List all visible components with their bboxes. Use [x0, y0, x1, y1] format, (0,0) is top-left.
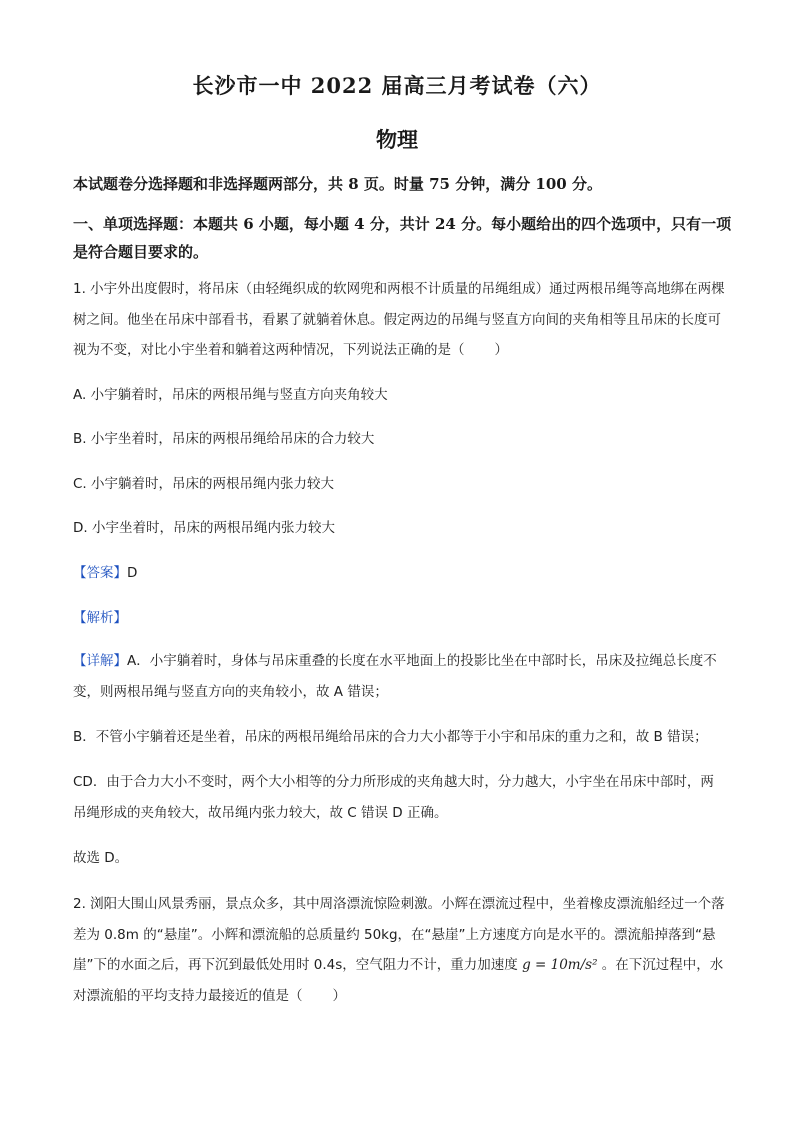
- section-heading: 一、单项选择题：本题共 6 小题，每小题 4 分，共计 24 分。每小题给出的四个选项中，只有一项是符合题目要求的。: [73, 215, 732, 261]
- detail-a-text: A．小宇躺着时，身体与吊床重叠的长度在水平地面上的投影比坐在中部时长，吊床及拉绳总长度不变，则两根吊绳与竖直方向的夹角较小，故 A 错误；: [73, 653, 717, 700]
- question-1-stem: [73, 274, 725, 366]
- question-2-stem-part1: 2. 浏阳大围山风景秀丽，景点众多，其中周洛漂流惊险刺激。小辉在漂流过程中，坐着橡皮漂流船经过一个落差为 0.8m 的“悬崖”。小辉和漂流船的总质量约 50kg，在“悬崖”上方速度方向是水平的。漂流船掉落到“悬崖”下的水面之后，再下沉到最低处用时 0.4s，空气阻力不计，重力加速度: [73, 896, 725, 973]
- exam-intro: 本试题卷分选择题和非选择题两部分，共 8 页。时量 75 分钟，满分 100 分。: [73, 175, 602, 193]
- question-1-option-b: B. 小宇坐着时，吊床的两根吊绳给吊床的合力较大: [73, 431, 375, 447]
- question-1-option-c: C. 小宇躺着时，吊床的两根吊绳内张力较大: [73, 476, 335, 492]
- question-1-detail-cd: CD．由于合力大小不变时，两个大小相等的分力所形成的夹角越大时，分力越大，小宇坐在吊床中部时，两吊绳形成的夹角较大，故吊绳内张力较大，故 C 错误 D 正确。: [73, 774, 714, 821]
- question-1-stem-text: 1. 小宇外出度假时，将吊床（由轻绳织成的软网兜和两根不计质量的吊绳组成）通过两根吊绳等高地绑在两棵树之间。他坐在吊床中部看书，看累了就躺着休息。假定两边的吊绳与竖直方向间的夹角相等且吊床的长度可视为不变，对比小宇坐着和躺着这两种情况，下列说法正确的是（: [73, 281, 725, 358]
- question-2-formula: g = 10m/s²: [522, 957, 598, 973]
- question-2-stem-part2: 。在下沉过程中，水对漂流船的平均支持力最接近的值是（: [73, 957, 724, 1004]
- question-1-option-a: A. 小宇躺着时，吊床的两根吊绳与竖直方向夹角较大: [73, 387, 388, 403]
- subject-title: 物理: [376, 127, 418, 152]
- question-2-stem: [73, 889, 725, 1011]
- question-1-analysis: [73, 608, 725, 628]
- question-1-option-d: D. 小宇坐着时，吊床的两根吊绳内张力较大: [73, 520, 335, 536]
- question-1-stem-close: ）: [494, 342, 508, 358]
- question-1-detail-b: B．不管小宇躺着还是坐着，吊床的两根吊绳给吊床的合力大小都等于小宇和吊床的重力之和，故 B 错误；: [73, 729, 708, 745]
- question-1-answer: [73, 563, 725, 583]
- answer-label: 【答案】: [73, 565, 127, 581]
- analysis-label: 【解析】: [73, 610, 127, 626]
- detail-label: 【详解】: [73, 653, 127, 669]
- question-1-conclusion: 故选 D。: [73, 850, 129, 866]
- answer-value: D: [127, 565, 138, 581]
- question-1-detail-a: [73, 646, 725, 707]
- exam-title: 长沙市一中 2022 届高三月考试卷（六）: [192, 73, 602, 98]
- question-2-stem-close: ）: [332, 987, 346, 1004]
